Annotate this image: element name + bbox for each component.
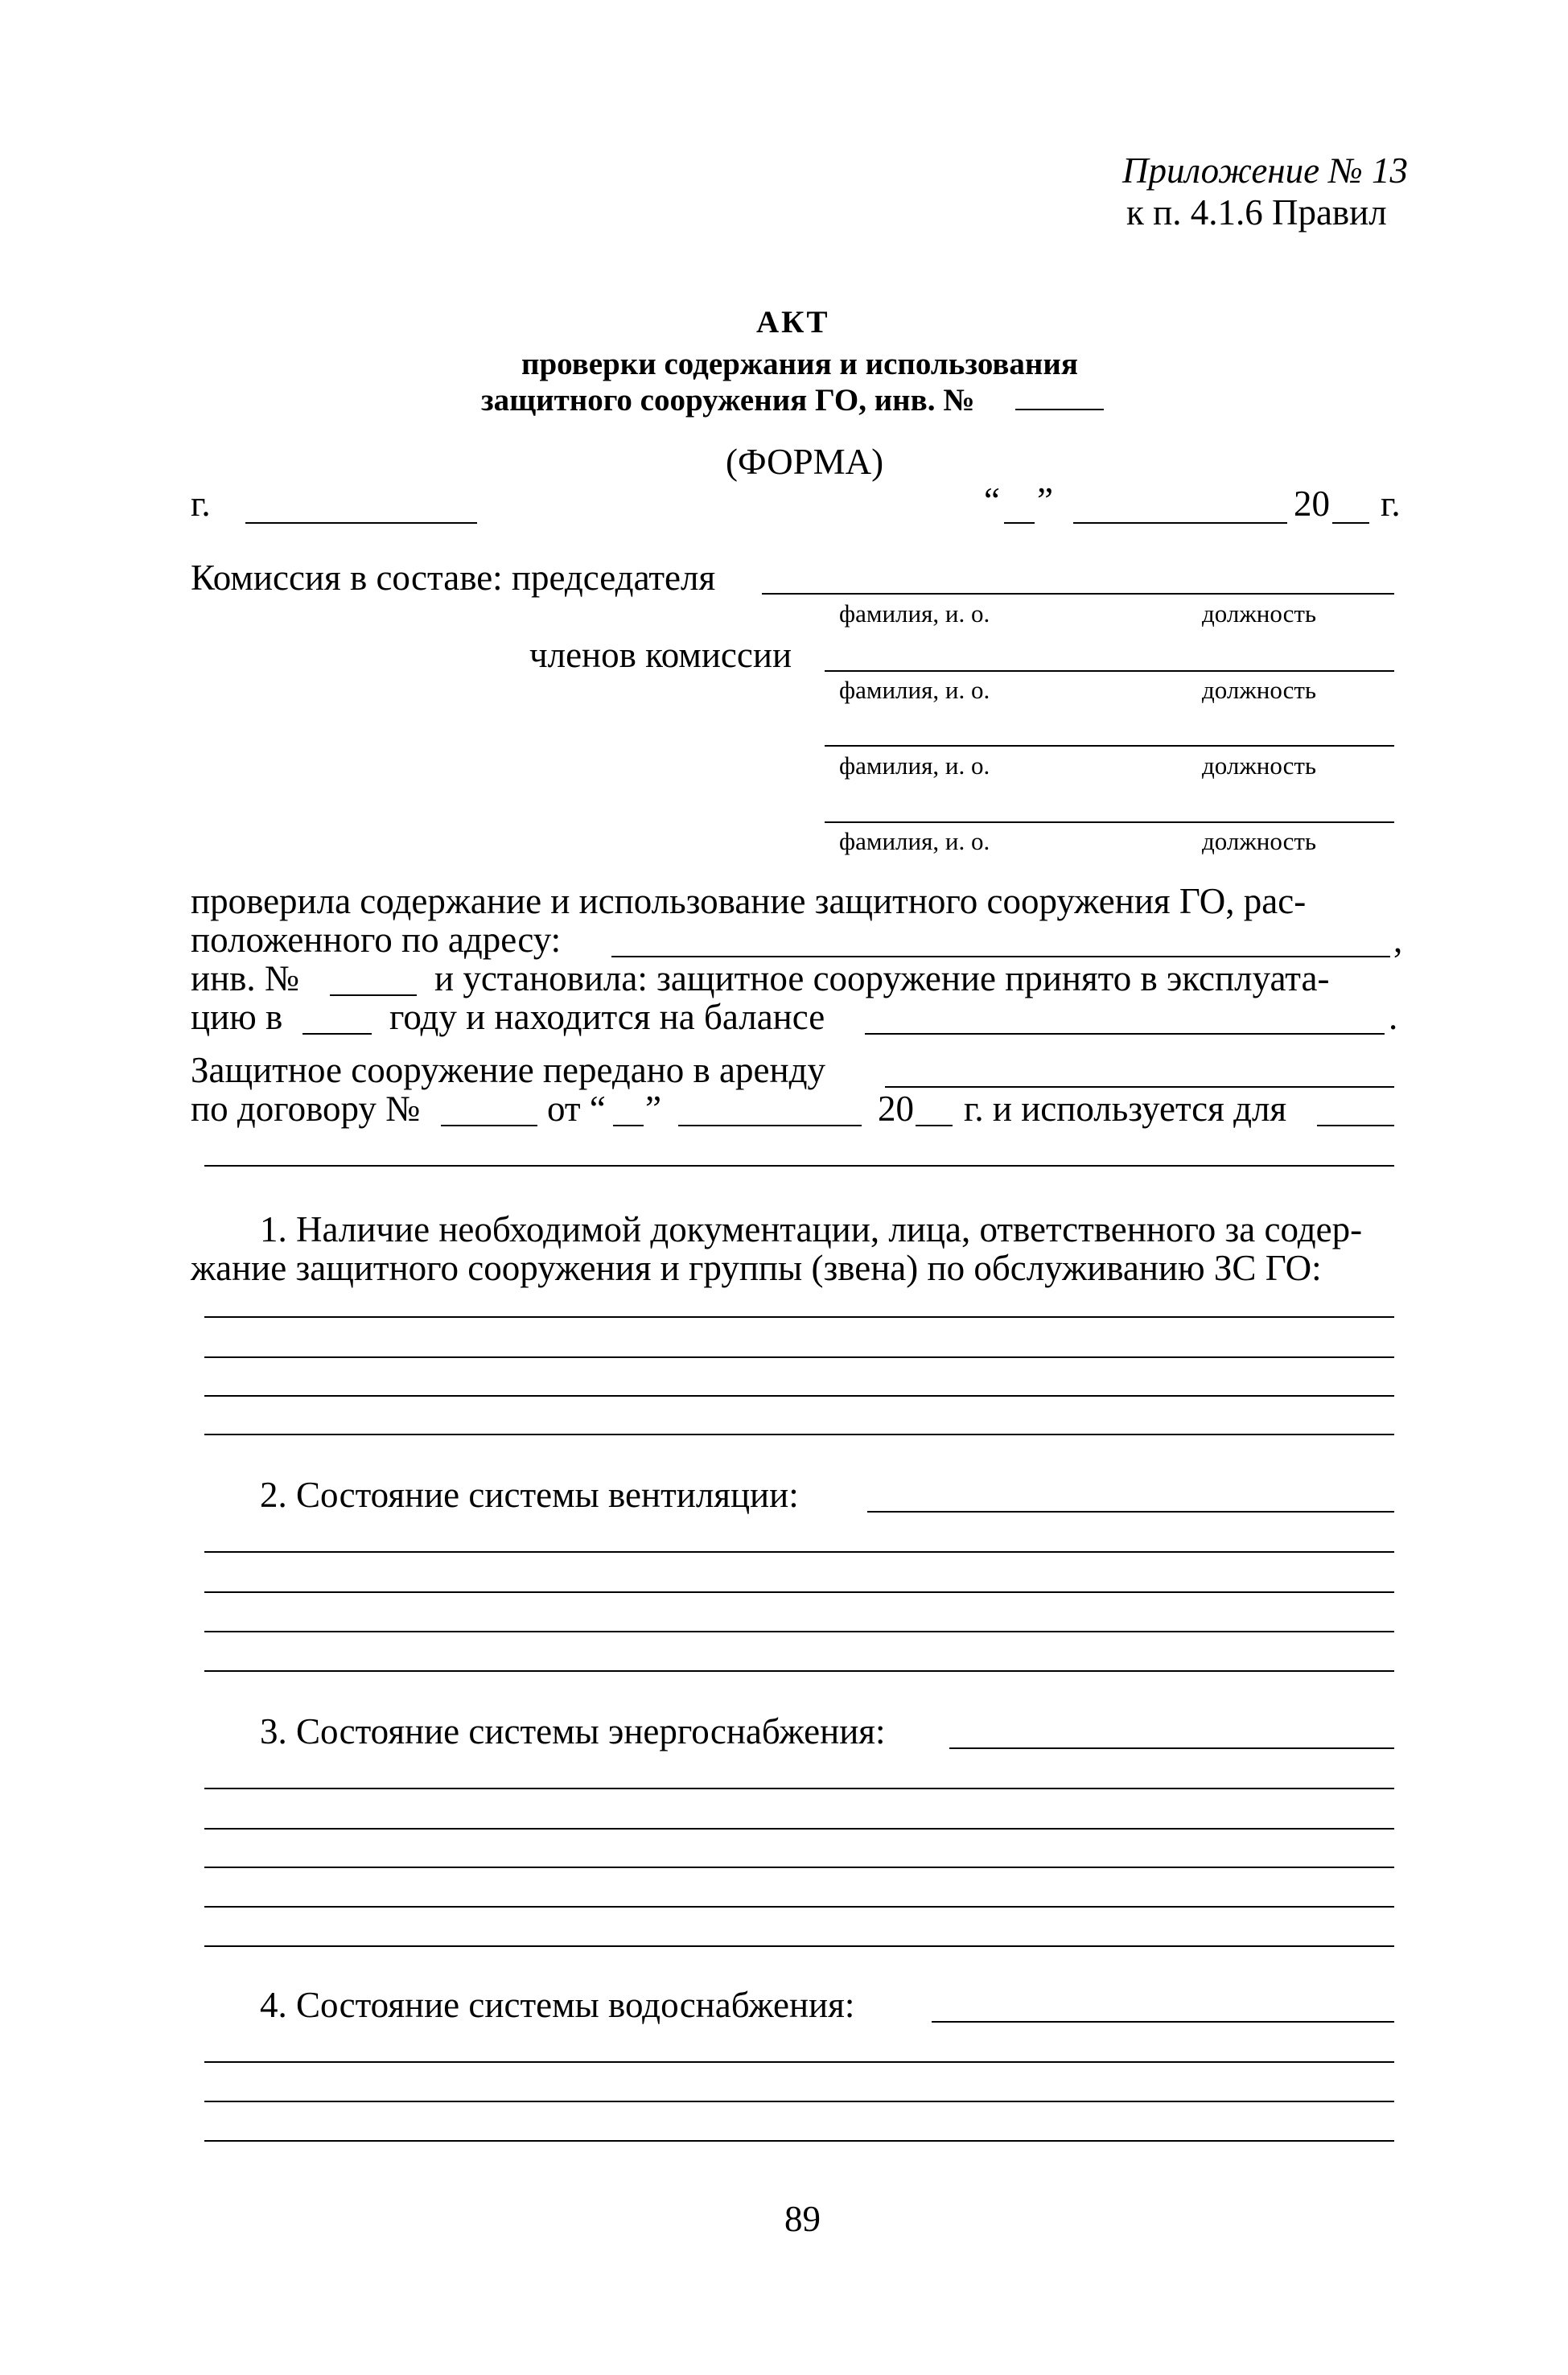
page-number: 89 [784, 2199, 821, 2239]
date-month-field[interactable] [1073, 522, 1287, 524]
caption-name: фамилия, и. о. [839, 827, 990, 855]
caption-name: фамилия, и. о. [839, 751, 990, 780]
section3-answer-line[interactable] [204, 1945, 1394, 1947]
caption-position: должность [1202, 676, 1317, 704]
appendix-reference: к п. 4.1.6 Правил [1126, 192, 1387, 233]
caption-name: фамилия, и. о. [839, 676, 990, 704]
paragraph1-line2: положенного по адресу: [191, 920, 562, 960]
section3-answer-line[interactable] [204, 1867, 1394, 1868]
date-year-prefix: 20 [1294, 484, 1330, 524]
contract-from-label: от “ [547, 1089, 606, 1129]
document-title: АКТ [756, 305, 830, 340]
inventory-number-field[interactable] [1015, 409, 1104, 410]
date-year-suffix: г. [1381, 484, 1401, 524]
member-field-3[interactable] [825, 821, 1394, 823]
section2-answer-line[interactable] [867, 1511, 1394, 1513]
contract-number-field[interactable] [441, 1125, 537, 1126]
balance-holder-field[interactable] [865, 1033, 1385, 1035]
section1-answer-line[interactable] [204, 1434, 1394, 1435]
caption-name: фамилия, и. о. [839, 599, 990, 628]
contract-label: по договору № [191, 1089, 421, 1129]
section3-label: 3. Состояние системы энергоснабжения: [260, 1711, 886, 1751]
date-day-field[interactable] [1004, 522, 1035, 524]
form-label: (ФОРМА) [726, 442, 884, 482]
appendix-number: Приложение № 13 [1122, 150, 1409, 191]
usage-field[interactable] [1317, 1125, 1394, 1126]
usage-label: г. и используется для [964, 1089, 1287, 1129]
section2-answer-line[interactable] [204, 1670, 1394, 1672]
commission-members-label: членов комиссии [529, 635, 792, 675]
city-field[interactable] [245, 522, 477, 524]
title-line-1: проверки содержания и использования [521, 347, 1078, 381]
date-quote-open: “ [984, 480, 1000, 521]
member-field-2[interactable] [825, 745, 1394, 747]
inventory-label: инв. № [191, 958, 299, 998]
section4-answer-line[interactable] [932, 2021, 1394, 2023]
date-year-field[interactable] [1332, 522, 1369, 524]
section4-label: 4. Состояние системы водоснабжения: [260, 1985, 855, 2025]
balance-label: году и находится на балансе [389, 997, 825, 1037]
section2-answer-line[interactable] [204, 1591, 1394, 1593]
section2-answer-line[interactable] [204, 1551, 1394, 1553]
section1-answer-line[interactable] [204, 1356, 1394, 1358]
section2-answer-line[interactable] [204, 1631, 1394, 1632]
section3-answer-line[interactable] [204, 1828, 1394, 1830]
section1-answer-line[interactable] [204, 1395, 1394, 1397]
lease-label: Защитное сооружение передано в аренду [191, 1050, 825, 1090]
section3-answer-line[interactable] [204, 1906, 1394, 1908]
balance-period: . [1389, 997, 1398, 1037]
caption-position: должность [1202, 827, 1317, 855]
section3-answer-line[interactable] [949, 1747, 1394, 1749]
section4-answer-line[interactable] [204, 2140, 1394, 2142]
date-quote-close: ” [1037, 480, 1053, 521]
paragraph1-line3: и установила: защитное сооружение принято в эксплуата- [434, 958, 1330, 998]
chair-field[interactable] [762, 593, 1394, 595]
title-line-2: защитного сооружения ГО, инв. № [481, 383, 975, 418]
section1-answer-line[interactable] [204, 1316, 1394, 1318]
paragraph1-line1: проверила содержание и использование защитного сооружения ГО, рас- [191, 881, 1307, 921]
caption-position: должность [1202, 599, 1317, 628]
contract-year-field[interactable] [916, 1125, 953, 1126]
contract-quote-close: ” [645, 1089, 661, 1129]
city-prefix: г. [191, 484, 211, 524]
member-field-1[interactable] [825, 670, 1394, 672]
contract-year-prefix: 20 [878, 1089, 914, 1129]
section3-answer-line[interactable] [204, 1788, 1394, 1789]
section1-line2: жание защитного сооружения и группы (звена) по обслуживанию ЗС ГО: [191, 1248, 1322, 1288]
commissioned-label: цию в [191, 997, 283, 1037]
section4-answer-line[interactable] [204, 2101, 1394, 2102]
contract-month-field[interactable] [678, 1125, 862, 1126]
section1-line1: 1. Наличие необходимой документации, лица, ответственного за содер- [260, 1209, 1363, 1249]
section2-label: 2. Состояние системы вентиляции: [260, 1475, 799, 1515]
section4-answer-line[interactable] [204, 2061, 1394, 2063]
caption-position: должность [1202, 751, 1317, 780]
commission-chair-label: Комиссия в составе: председателя [191, 558, 716, 598]
contract-day-field[interactable] [613, 1125, 644, 1126]
commissioned-year-field[interactable] [302, 1033, 372, 1035]
usage-field-continued[interactable] [204, 1165, 1394, 1167]
address-comma: , [1393, 920, 1403, 960]
